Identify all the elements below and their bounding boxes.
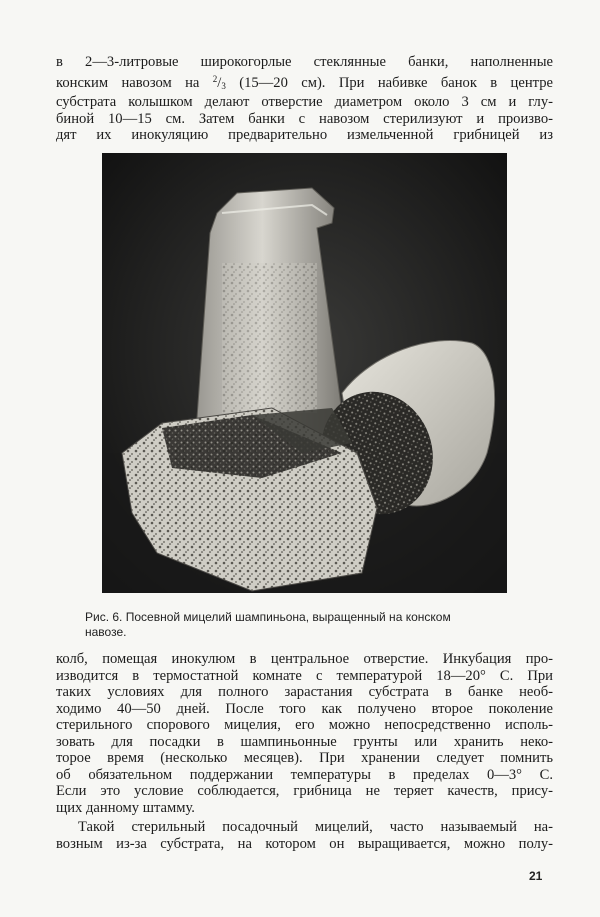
text-line: стерильного спорового мицелия, его можно непосредственно исполь- (56, 717, 553, 733)
text-line-fraction: конским навозом на $^2/_3$ (15—20 см). При набивке банок в центре (56, 73, 553, 91)
text-line: Такой стерильный посадочный мицелий, часто называемый на- (78, 819, 553, 835)
paragraph-middle (56, 651, 553, 816)
text-fragment: (15—20 см). При набивке банок в центре (239, 74, 553, 91)
text-fragment: конским навозом на (56, 74, 200, 91)
figure-photo-mushroom-mycelium (102, 153, 507, 593)
text-line: щих данному штамму. (56, 799, 195, 816)
text-line: изводится в термостатной комнате с температурой 18—20° С. При (56, 667, 553, 684)
paragraph-top (56, 54, 553, 144)
text-line: об обязательном поддержании температуры в пределах 0—3° С. (56, 766, 553, 783)
caption-line: навозе. (85, 625, 127, 639)
figure-caption (85, 610, 525, 640)
text-line: субстрата колышком делают отверстие диаметром около 3 см и глу- (56, 94, 553, 110)
page-number: 21 (529, 869, 543, 883)
text-line: зовать для посадки в шампиньонные грунты или хранить неко- (56, 733, 553, 750)
fraction-numerator: 2 (212, 73, 218, 84)
caption-line: Рис. 6. Посевной мицелий шампиньона, выращенный на конском (85, 610, 451, 624)
text-line: Если это условие соблюдается, грибница не теряет качеств, прису- (56, 783, 553, 799)
fraction-denominator: 3 (221, 80, 226, 91)
text-line: колб, помещая инокулюм в центральное отверстие. Инкубация про- (56, 651, 553, 667)
text-line: возным из-за субстрата, на котором он выращивается, можно полу- (56, 835, 553, 852)
text-line: ходимо 40—50 дней. После того как получено второе поколение (56, 700, 553, 717)
text-line: в 2—3-литровые широкогорлые стеклянные банки, наполненные (56, 54, 553, 70)
text-line: биной 10—15 см. Затем банки с навозом стерилизуют и произво- (56, 110, 553, 127)
photo-illustration (102, 153, 507, 593)
text-line: торое время (несколько месяцев). При хранении следует помнить (56, 750, 553, 766)
text-line: таких условиях для полного зарастания субстрата в банке необ- (56, 684, 553, 700)
text-line: дят их инокуляцию предварительно измельченной грибницей из (56, 127, 553, 143)
paragraph-bottom (56, 819, 553, 852)
